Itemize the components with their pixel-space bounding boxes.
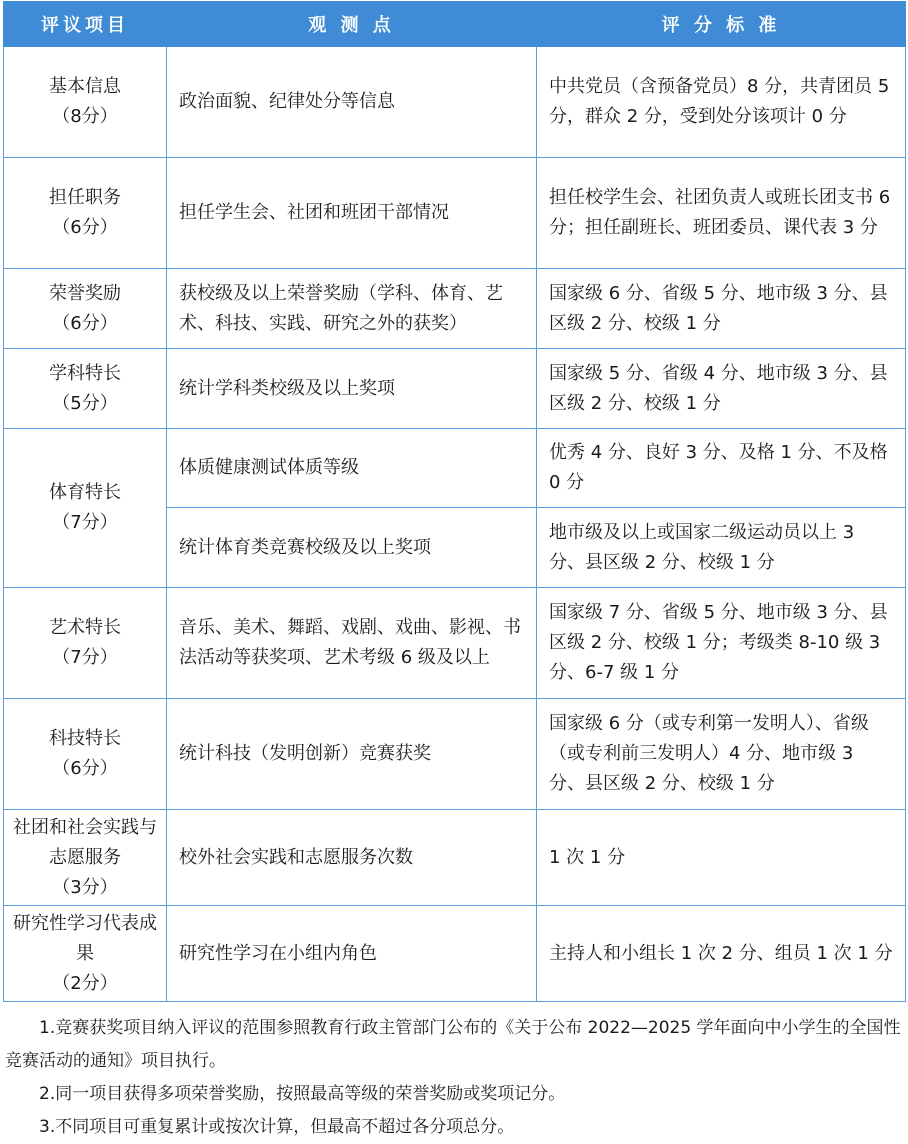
observation-cell: 统计科技（发明创新）竞赛获奖 xyxy=(167,699,537,810)
standard-cell: 地市级及以上或国家二级运动员以上 3 分、县区级 2 分、校级 1 分 xyxy=(537,508,906,588)
item-name: 艺术特长 xyxy=(49,617,121,638)
table-row xyxy=(4,906,906,1002)
standard-cell: 主持人和小组长 1 次 2 分、组员 1 次 1 分 xyxy=(537,906,906,1002)
standard-cell: 国家级 6 分、省级 5 分、地市级 3 分、县区级 2 分、校级 1 分 xyxy=(537,269,906,349)
item-name: 基本信息 xyxy=(49,76,121,97)
note-2: 2.同一项目获得多项荣誉奖励，按照最高等级的荣誉奖励或奖项记分。 xyxy=(39,1084,566,1104)
item-score: （6分） xyxy=(52,758,118,779)
table-row xyxy=(4,349,906,429)
table-row xyxy=(4,810,906,906)
observation-cell: 政治面貌、纪律处分等信息 xyxy=(167,47,537,158)
observation-cell: 担任学生会、社团和班团干部情况 xyxy=(167,158,537,269)
table-row xyxy=(4,429,906,508)
standard-cell: 担任校学生会、社团负责人或班长团支书 6 分；担任副班长、班团委员、课代表 3 分 xyxy=(537,158,906,269)
table-row xyxy=(4,588,906,699)
item-cell xyxy=(4,158,167,269)
item-cell xyxy=(4,699,167,810)
header-standard: 评 分 标 准 xyxy=(537,2,906,47)
item-score: （8分） xyxy=(52,106,118,127)
notes xyxy=(5,1012,903,1144)
table-row xyxy=(4,47,906,158)
standard-cell: 中共党员（含预备党员）8 分，共青团员 5 分，群众 2 分，受到处分该项计 0 分 xyxy=(537,47,906,158)
observation-cell: 统计体育类竞赛校级及以上奖项 xyxy=(167,508,537,588)
observation-cell: 获校级及以上荣誉奖励（学科、体育、艺术、科技、实践、研究之外的获奖） xyxy=(167,269,537,349)
item-cell xyxy=(4,810,167,906)
table-row xyxy=(4,269,906,349)
item-cell xyxy=(4,47,167,158)
note-3: 3.不同项目可重复累计或按次计算，但最高不超过各分项总分。 xyxy=(39,1117,515,1137)
item-cell xyxy=(4,349,167,429)
observation-cell: 体质健康测试体质等级 xyxy=(167,429,537,508)
item-score: （3分） xyxy=(52,876,118,898)
standard-cell: 优秀 4 分、良好 3 分、及格 1 分、不及格 0 分 xyxy=(537,429,906,508)
header-observation: 观 测 点 xyxy=(167,2,537,47)
item-name: 研究性学习代表成果 xyxy=(13,912,157,964)
observation-cell: 统计学科类校级及以上奖项 xyxy=(167,349,537,429)
observation-cell: 音乐、美术、舞蹈、戏剧、戏曲、影视、书法活动等获奖项、艺术考级 6 级及以上 xyxy=(167,588,537,699)
table-row xyxy=(4,158,906,269)
item-score: （7分） xyxy=(52,647,118,668)
header-item: 评议项目 xyxy=(4,2,167,47)
table-header-row xyxy=(4,2,906,47)
item-cell xyxy=(4,429,167,588)
standard-cell: 1 次 1 分 xyxy=(537,810,906,906)
item-name: 担任职务 xyxy=(49,187,121,208)
item-cell xyxy=(4,588,167,699)
item-cell xyxy=(4,269,167,349)
item-name: 科技特长 xyxy=(49,728,121,749)
note-1: 1.竞赛获奖项目纳入评议的范围参照教育行政主管部门公布的《关于公布 2022—2025 学年面向中小学生的全国性竞赛活动的通知》项目执行。 xyxy=(5,1018,901,1071)
item-score: （5分） xyxy=(52,392,118,414)
item-score: （6分） xyxy=(52,312,118,334)
observation-cell: 研究性学习在小组内角色 xyxy=(167,906,537,1002)
table-row xyxy=(4,699,906,810)
item-cell xyxy=(4,906,167,1002)
standard-cell: 国家级 7 分、省级 5 分、地市级 3 分、县区级 2 分、校级 1 分；考级类 8-10 级 3 分、6-7 级 1 分 xyxy=(537,588,906,699)
standard-cell: 国家级 5 分、省级 4 分、地市级 3 分、县区级 2 分、校级 1 分 xyxy=(537,349,906,429)
standard-cell: 国家级 6 分（或专利第一发明人）、省级（或专利前三发明人）4 分、地市级 3 分、县区级 2 分、校级 1 分 xyxy=(537,699,906,810)
item-name: 学科特长 xyxy=(49,362,121,384)
item-name: 社团和社会实践与志愿服务 xyxy=(13,816,157,868)
observation-cell: 校外社会实践和志愿服务次数 xyxy=(167,810,537,906)
item-score: （2分） xyxy=(52,972,118,994)
item-score: （6分） xyxy=(52,217,118,238)
item-name: 体育特长 xyxy=(49,482,121,503)
item-name: 荣誉奖励 xyxy=(49,282,121,304)
scoring-table xyxy=(3,1,906,1002)
item-score: （7分） xyxy=(52,512,118,533)
